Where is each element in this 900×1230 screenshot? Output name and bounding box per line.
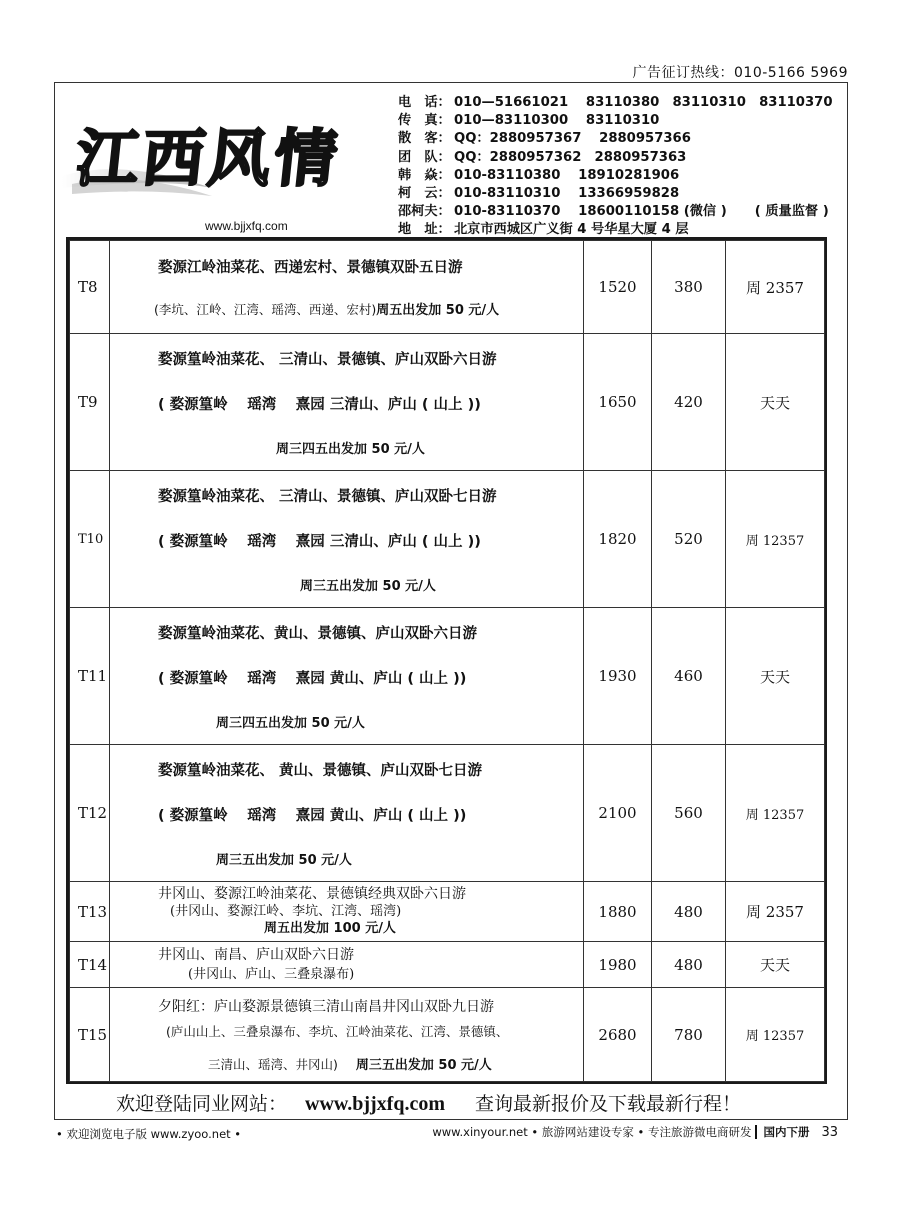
tour-departure: 周 12357	[726, 745, 825, 882]
page-number: 33	[821, 1125, 838, 1140]
banner-right: 查询最新报价及下载最新行程！	[475, 1093, 742, 1115]
quality-supervision-note: ( 质量监督 )	[754, 204, 829, 220]
tour-sub: ( 婺源篁岭 瑶湾 熹园 黄山、庐山 ( 山上 ))	[158, 670, 467, 687]
tour-description	[110, 745, 584, 882]
tour-title: 婺源篁岭油菜花、 三清山、景德镇、庐山双卧六日游	[158, 351, 497, 368]
tour-note: 周三四五出发加 50 元/人	[216, 715, 365, 731]
contact-phone: 电 话： 010—51661021 83110380 83110310 83110370	[398, 95, 833, 110]
table-row	[70, 471, 825, 608]
contact-address: 地 址： 北京市西城区广义街 4 号华星大厦 4 层	[398, 222, 689, 238]
table-row	[70, 988, 825, 1082]
tour-price-child: 480	[652, 942, 726, 988]
tour-sub: ( 婺源篁岭 瑶湾 熹园 三清山、庐山 ( 山上 ))	[158, 396, 481, 413]
tour-description	[110, 608, 584, 745]
tour-detail: (李坑、江岭、江湾、瑶湾、西递、宏村)	[154, 302, 377, 317]
footer-banner	[116, 1089, 741, 1116]
tour-code: T10	[70, 471, 110, 608]
logo	[62, 88, 362, 228]
contact-group: 团 队： QQ：2880957362 2880957363	[398, 149, 687, 165]
tour-departure: 天天	[726, 942, 825, 988]
tour-title: 婺源篁岭油菜花、 黄山、景德镇、庐山双卧七日游	[158, 762, 483, 779]
tour-price-child: 520	[652, 471, 726, 608]
tour-title: 井冈山、南昌、庐山双卧六日游	[158, 946, 354, 963]
tour-note: 周三四五出发加 50 元/人	[276, 441, 425, 457]
tour-price-adult: 2680	[584, 988, 652, 1082]
table-row	[70, 334, 825, 471]
tour-departure: 天天	[726, 608, 825, 745]
banner-website-link[interactable]: www.bjjxfq.com	[305, 1093, 446, 1115]
tour-code: T14	[70, 942, 110, 988]
section-label: 国内下册	[755, 1125, 809, 1139]
tour-description	[110, 882, 584, 942]
tour-description	[110, 471, 584, 608]
tour-code: T15	[70, 988, 110, 1082]
contact-han: 韩 焱： 010-83110380 18910281906	[398, 167, 680, 183]
tour-price-child: 560	[652, 745, 726, 882]
tour-description	[110, 988, 584, 1082]
contact-block	[398, 94, 838, 240]
tour-departure: 周 12357	[726, 988, 825, 1082]
ad-hotline: 广告征订热线：010-5166 5969	[632, 65, 848, 81]
tour-departure: 周 2357	[726, 241, 825, 334]
tour-sub: (井冈山、婺源江岭、李坑、江湾、瑶湾)	[170, 904, 402, 919]
contact-shao: 邵柯夫： 010-83110370 18600110158 (微信 ) ( 质量监督 )	[398, 203, 838, 221]
tour-price-child: 780	[652, 988, 726, 1082]
tour-price-child: 460	[652, 608, 726, 745]
website-url[interactable]: www.bjjxfq.com	[205, 219, 288, 233]
tour-note: 周三五出发加 50 元/人	[300, 578, 436, 594]
tour-title: 夕阳红：庐山婺源景德镇三清山南昌井冈山双卧九日游	[158, 999, 494, 1015]
footer-right	[432, 1124, 838, 1140]
tour-code: T12	[70, 745, 110, 882]
tour-sub: (井冈山、庐山、三叠泉瀑布)	[188, 966, 355, 982]
contact-fax: 传 真： 010—83110300 83110310	[398, 113, 660, 129]
tour-detail: (庐山山上、三叠泉瀑布、李坑、江岭油菜花、江湾、景德镇、	[166, 1024, 509, 1039]
tour-sub: ( 婺源篁岭 瑶湾 熹园 三清山、庐山 ( 山上 ))	[158, 533, 481, 550]
table-row	[70, 882, 825, 942]
tour-departure: 周 12357	[726, 471, 825, 608]
table-row	[70, 745, 825, 882]
contact-individual: 散 客： QQ：2880957367 2880957366	[398, 131, 691, 147]
tour-code: T9	[70, 334, 110, 471]
tour-detail-2: 三清山、瑶湾、井冈山)	[208, 1057, 338, 1072]
tour-description	[110, 942, 584, 988]
tour-price-adult: 1980	[584, 942, 652, 988]
tour-departure: 天天	[726, 334, 825, 471]
tour-price-child: 420	[652, 334, 726, 471]
tour-price-adult: 1880	[584, 882, 652, 942]
footer-right-note: www.xinyour.net • 旅游网站建设专家 • 专注旅游微电商研发	[432, 1125, 752, 1139]
tour-description	[110, 334, 584, 471]
tour-note: 周三五出发加 50 元/人	[355, 1058, 492, 1073]
tour-price-table	[69, 240, 825, 1082]
tour-price-adult: 1650	[584, 334, 652, 471]
tour-price-child: 480	[652, 882, 726, 942]
tour-note: 周五出发加 100 元/人	[264, 921, 396, 936]
tour-code: T8	[70, 241, 110, 334]
table-row	[70, 942, 825, 988]
tour-note: 周五出发加 50 元/人	[376, 303, 500, 318]
tour-price-adult: 1820	[584, 471, 652, 608]
tour-title: 婺源江岭油菜花、西递宏村、景德镇双卧五日游	[158, 260, 463, 276]
tour-title: 婺源篁岭油菜花、黄山、景德镇、庐山双卧六日游	[158, 625, 477, 642]
tour-title: 井冈山、婺源江岭油菜花、景德镇经典双卧六日游	[158, 886, 466, 902]
tour-code: T13	[70, 882, 110, 942]
tour-note: 周三五出发加 50 元/人	[216, 852, 352, 868]
tour-price-adult: 2100	[584, 745, 652, 882]
table-row	[70, 241, 825, 334]
footer-left-note: • 欢迎浏览电子版 www.zyoo.net •	[56, 1127, 242, 1141]
table-row	[70, 608, 825, 745]
banner-left: 欢迎登陆同业网站：	[116, 1093, 288, 1115]
tour-price-adult: 1520	[584, 241, 652, 334]
contact-ke: 柯 云： 010-83110310 13366959828	[398, 186, 680, 202]
tour-code: T11	[70, 608, 110, 745]
tour-sub: ( 婺源篁岭 瑶湾 熹园 黄山、庐山 ( 山上 ))	[158, 807, 467, 824]
logo-image	[62, 88, 362, 208]
logo-text: 江西风情	[72, 122, 345, 195]
tour-price-child: 380	[652, 241, 726, 334]
tour-title: 婺源篁岭油菜花、 三清山、景德镇、庐山双卧七日游	[158, 488, 497, 505]
tour-departure: 周 2357	[726, 882, 825, 942]
tour-price-adult: 1930	[584, 608, 652, 745]
tour-description	[110, 241, 584, 334]
